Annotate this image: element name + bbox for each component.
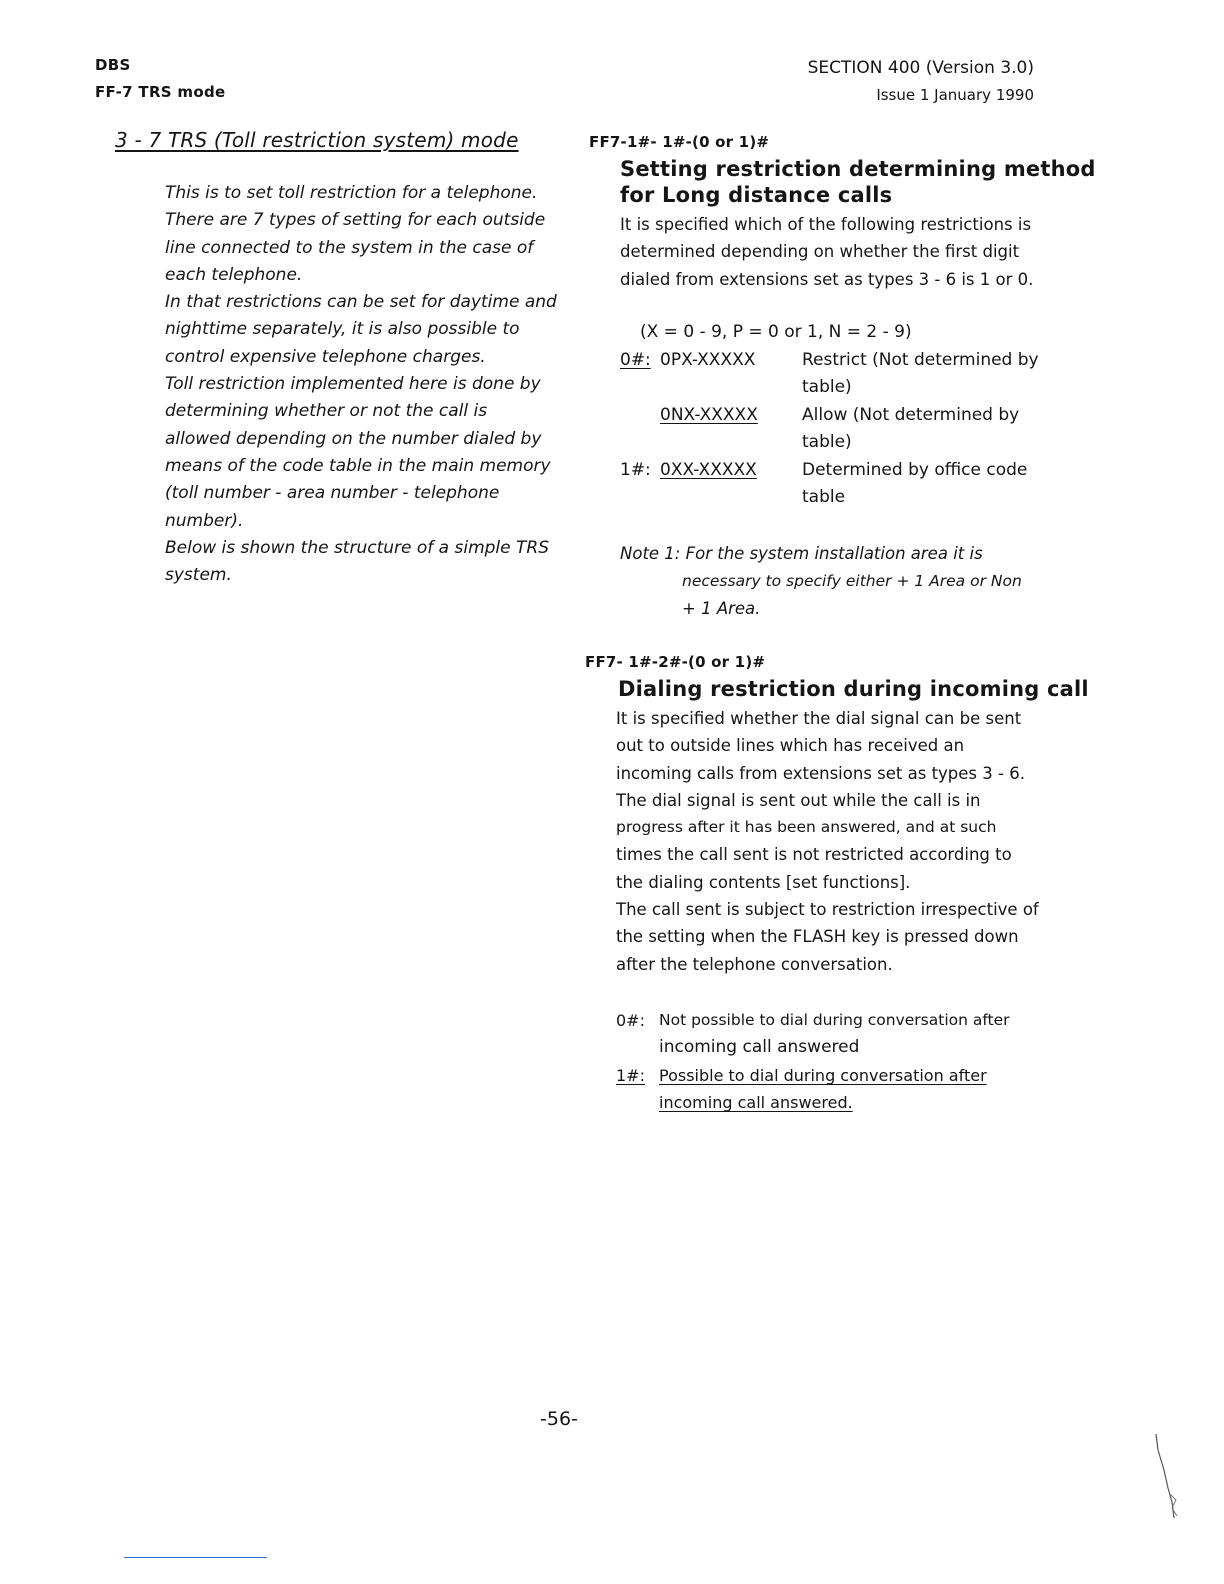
section1-body <box>620 211 1050 293</box>
section1-body-line: determined depending on whether the first digit <box>620 242 1020 262</box>
option-text <box>659 1007 1010 1062</box>
section2-body <box>616 705 1056 978</box>
section2-body-line: the setting when the FLASH key is pressed down <box>616 927 1019 947</box>
option-key <box>616 1062 645 1089</box>
section2-body-line: It is specified whether the dial signal can be sent <box>616 709 1022 728</box>
section1-heading <box>620 156 1096 208</box>
section2-heading: Dialing restriction during incoming call <box>618 677 1089 701</box>
section2-body-line: The call sent is subject to restriction irrespective of <box>616 900 1039 920</box>
option-key: 0#: <box>616 1011 645 1030</box>
option-line: incoming call answered <box>659 1037 860 1058</box>
row-pattern: 0PX-XXXXX <box>660 350 756 370</box>
intro-line: Toll restriction implemented here is done by <box>165 374 541 395</box>
row-desc <box>802 402 1019 457</box>
row-desc-line: Restrict (Not determined by <box>802 350 1039 370</box>
note-line: + 1 Area. <box>682 599 761 618</box>
section2-body-line: after the telephone conversation. <box>616 954 893 974</box>
section2-body-line: The dial signal is sent out while the call is in <box>616 790 981 810</box>
section1-body-line: It is specified which of the following restrictions is <box>620 215 1032 234</box>
intro-line: nighttime separately, it is also possible to <box>165 319 520 340</box>
header-section: SECTION 400 (Version 3.0) <box>807 58 1034 78</box>
row-desc-line: table) <box>802 377 852 398</box>
row-key-label: 0#: <box>620 350 651 370</box>
intro-line: allowed depending on the number dialed by <box>165 428 542 449</box>
row-pattern <box>660 457 757 484</box>
row-key: 1#: <box>620 460 651 480</box>
intro-line: In that restrictions can be set for daytime and <box>165 292 557 313</box>
page-number: -56- <box>540 1408 578 1430</box>
scan-mark-icon <box>1150 1430 1190 1530</box>
intro-line: There are 7 types of setting for each outside <box>165 210 546 231</box>
section2-body-line: out to outside lines which has received an <box>616 736 965 756</box>
header-product: DBS <box>95 56 131 74</box>
row-desc <box>802 457 1027 512</box>
intro-line: (toll number - area number - telephone <box>165 483 500 504</box>
option-line: incoming call answered. <box>659 1093 853 1113</box>
header-issue: Issue 1 January 1990 <box>876 86 1034 104</box>
bottom-rule <box>124 1557 267 1558</box>
section1-heading-line: for Long distance calls <box>620 183 893 207</box>
row-desc <box>802 347 1039 402</box>
section2-code: FF7- 1#-2#-(0 or 1)# <box>585 653 766 671</box>
section-title: 3 - 7 TRS (Toll restriction system) mode <box>115 128 519 152</box>
row-key <box>620 347 651 374</box>
row-pattern-label: 0NX-XXXXX <box>660 405 758 425</box>
header-subtitle: FF-7 TRS mode <box>95 83 226 101</box>
note-line: necessary to specify either + 1 Area or Non <box>682 572 1022 590</box>
note-line: Note 1: For the system installation area it is <box>620 544 983 563</box>
intro-line: means of the code table in the main memory <box>165 455 551 476</box>
section2-body-line: incoming calls from extensions set as types 3 - 6. <box>616 763 1025 783</box>
section2-body-line: the dialing contents [set functions]. <box>616 872 911 892</box>
section1-heading-line: Setting restriction determining method <box>620 157 1096 181</box>
intro-line: determining whether or not the call is <box>165 401 488 422</box>
row-pattern <box>660 402 758 429</box>
intro-line: Below is shown the structure of a simple TRS <box>165 537 549 558</box>
row-pattern-label: 0XX-XXXXX <box>660 460 757 480</box>
option-key-label: 1#: <box>616 1066 645 1085</box>
section1-legend: (X = 0 - 9, P = 0 or 1, N = 2 - 9) <box>640 322 912 342</box>
intro-text <box>165 180 565 589</box>
section1-code: FF7-1#- 1#-(0 or 1)# <box>589 133 770 151</box>
section1-body-line: dialed from extensions set as types 3 - 6 is 1 or 0. <box>620 269 1034 289</box>
intro-line: control expensive telephone charges. <box>165 346 486 367</box>
row-desc-line: Allow (Not determined by <box>802 405 1020 425</box>
section2-body-line: progress after it has been answered, and at such <box>616 818 997 837</box>
intro-line: system. <box>165 565 232 586</box>
option-line: Possible to dial during conversation after <box>659 1066 987 1085</box>
option-line: Not possible to dial during conversation after <box>659 1011 1010 1029</box>
section2-body-line: times the call sent is not restricted according to <box>616 845 1012 865</box>
intro-line: number). <box>165 510 244 531</box>
intro-line: line connected to the system in the case of <box>165 237 534 258</box>
intro-line: This is to set toll restriction for a telephone. <box>165 183 538 203</box>
row-desc-line: table) <box>802 432 852 453</box>
intro-line: each telephone. <box>165 264 303 285</box>
option-text <box>659 1062 987 1117</box>
row-desc-line: Determined by office code <box>802 460 1028 480</box>
row-desc-line: table <box>802 487 846 508</box>
